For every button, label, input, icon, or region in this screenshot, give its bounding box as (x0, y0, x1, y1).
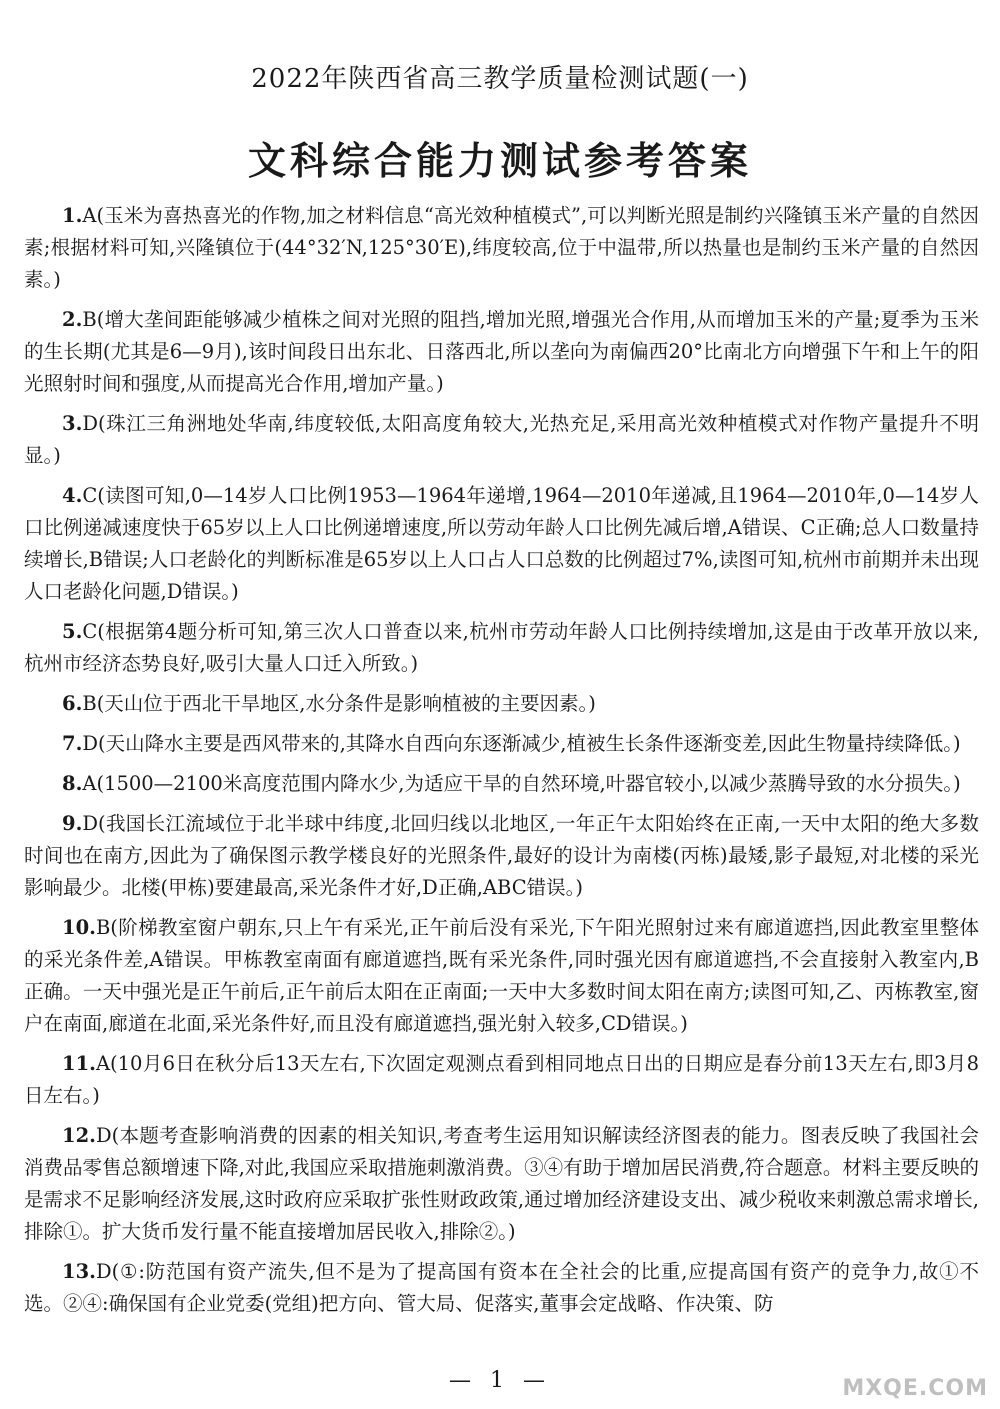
answer-text: B(增大垄间距能够减少植株之间对光照的阻挡,增加光照,增强光合作用,从而增加玉米的产量;夏季为玉米的生长期(尤其是6—9月),该时间段日出东北、日落西北,所以垄向为南偏西20°比南北方向增强下午和上午的阳光照射时间和强度,从而提高光合作用,增加产量。) (24, 308, 979, 395)
answer-number: 1. (62, 204, 83, 227)
answer-text: D(天山降水主要是西风带来的,其降水自西向东逐渐减少,植被生长条件逐渐变差,因此生物量持续降低。) (82, 732, 961, 755)
answer-number: 9. (62, 812, 83, 835)
answer-item (24, 616, 979, 680)
answer-item (24, 728, 979, 760)
answer-number: 11. (62, 1052, 96, 1075)
answer-item (24, 1256, 979, 1320)
answer-item (24, 912, 979, 1040)
answer-number: 6. (62, 692, 83, 715)
answer-item (24, 768, 979, 800)
answer-number: 3. (62, 412, 83, 435)
answer-item (24, 1048, 979, 1112)
answer-item (24, 408, 979, 472)
answer-text: B(天山位于西北干旱地区,水分条件是影响植被的主要因素。) (82, 692, 596, 715)
answer-text: C(根据第4题分析可知,第三次人口普查以来,杭州市劳动年龄人口比例持续增加,这是由于改革开放以来,杭州市经济态势良好,吸引大量人口迁入所致。) (24, 620, 979, 675)
answer-text: D(①:防范国有资产流失,但不是为了提高国有资本在全社会的比重,应提高国有资产的竞争力,故①不选。②④:确保国有企业党委(党组)把方向、管大局、促落实,董事会定战略、作决策、防 (24, 1260, 979, 1315)
answer-text: B(阶梯教室窗户朝东,只上午有采光,正午前后没有采光,下午阳光照射过来有廊道遮挡,因此教室里整体的采光条件差,A错误。甲栋教室南面有廊道遮挡,既有采光条件,同时强光因有廊道遮挡,不会直接射入教室内,B正确。一天中强光是正午前后,正午前后太阳在正南面;一天中大多数时间太阳在南方;读图可知,乙、丙栋教室,窗户在南面,廊道在北面,采光条件好,而且没有廊道遮挡,强光射入较多,CD错误。) (24, 916, 979, 1035)
answer-number: 4. (62, 484, 83, 507)
answer-item (24, 200, 979, 296)
watermark-logo: MXQE.COM (842, 1376, 988, 1401)
answer-text: A(10月6日在秋分后13天左右,下次固定观测点看到相同地点日出的日期应是春分前13天左右,即3月8日左右。) (24, 1052, 979, 1107)
answer-text: D(本题考查影响消费的因素的相关知识,考查考生运用知识解读经济图表的能力。图表反映了我国社会消费品零售总额增速下降,对此,我国应采取措施刺激消费。③④有助于增加居民消费,符合题意。材料主要反映的是需求不足影响经济发展,这时政府应采取扩张性财政政策,通过增加经济建设支出、减少税收来刺激总需求增长,排除①。扩大货币发行量不能直接增加居民收入,排除②。) (24, 1124, 979, 1243)
answer-number: 8. (62, 772, 83, 795)
answer-number: 10. (62, 916, 96, 939)
answer-text: C(读图可知,0—14岁人口比例1953—1964年递增,1964—2010年递减,且1964—2010年,0—14岁人口比例递减速度快于65岁以上人口比例递增速度,所以劳动年龄人口比例先减后增,A错误、C正确;总人口数量持续增长,B错误;人口老龄化的判断标准是65岁以上人口占人口总数的比例超过7%,读图可知,杭州市前期并未出现人口老龄化问题,D错误。) (24, 484, 979, 603)
answer-item (24, 304, 979, 400)
answer-text: A(玉米为喜热喜光的作物,加之材料信息“高光效种植模式”,可以判断光照是制约兴隆镇玉米产量的自然因素;根据材料可知,兴隆镇位于(44°32′N,125°30′E),纬度较高,位于中温带,所以热量也是制约玉米产量的自然因素。) (24, 204, 979, 291)
answer-text: D(珠江三角洲地处华南,纬度较低,太阳高度角较大,光热充足,采用高光效种植模式对作物产量提升不明显。) (24, 412, 979, 467)
answer-item (24, 480, 979, 608)
answer-list (24, 200, 979, 1328)
answer-item (24, 1120, 979, 1248)
answer-item (24, 688, 979, 720)
exam-title: 2022年陕西省高三教学质量检测试题(一) (251, 64, 749, 94)
answer-text: A(1500—2100米高度范围内降水少,为适应干旱的自然环境,叶器官较小,以减少蒸腾导致的水分损失。) (82, 772, 961, 795)
answer-text: D(我国长江流域位于北半球中纬度,北回归线以北地区,一年正午太阳始终在正南,一天中太阳的绝大多数时间也在南方,因此为了确保图示教学楼良好的光照条件,最好的设计为南楼(丙栋)最矮,影子最短,对北楼的采光影响最少。北楼(甲栋)要建最高,采光条件才好,D正确,ABC错误。) (24, 812, 979, 899)
document-title: 文科综合能力测试参考答案 (247, 139, 752, 183)
answer-number: 5. (62, 620, 83, 643)
answer-item (24, 808, 979, 904)
answer-number: 12. (62, 1124, 96, 1147)
answer-number: 13. (62, 1260, 96, 1283)
page-number: — 1 — (449, 1368, 551, 1393)
answer-number: 7. (62, 732, 83, 755)
answer-number: 2. (62, 308, 83, 331)
